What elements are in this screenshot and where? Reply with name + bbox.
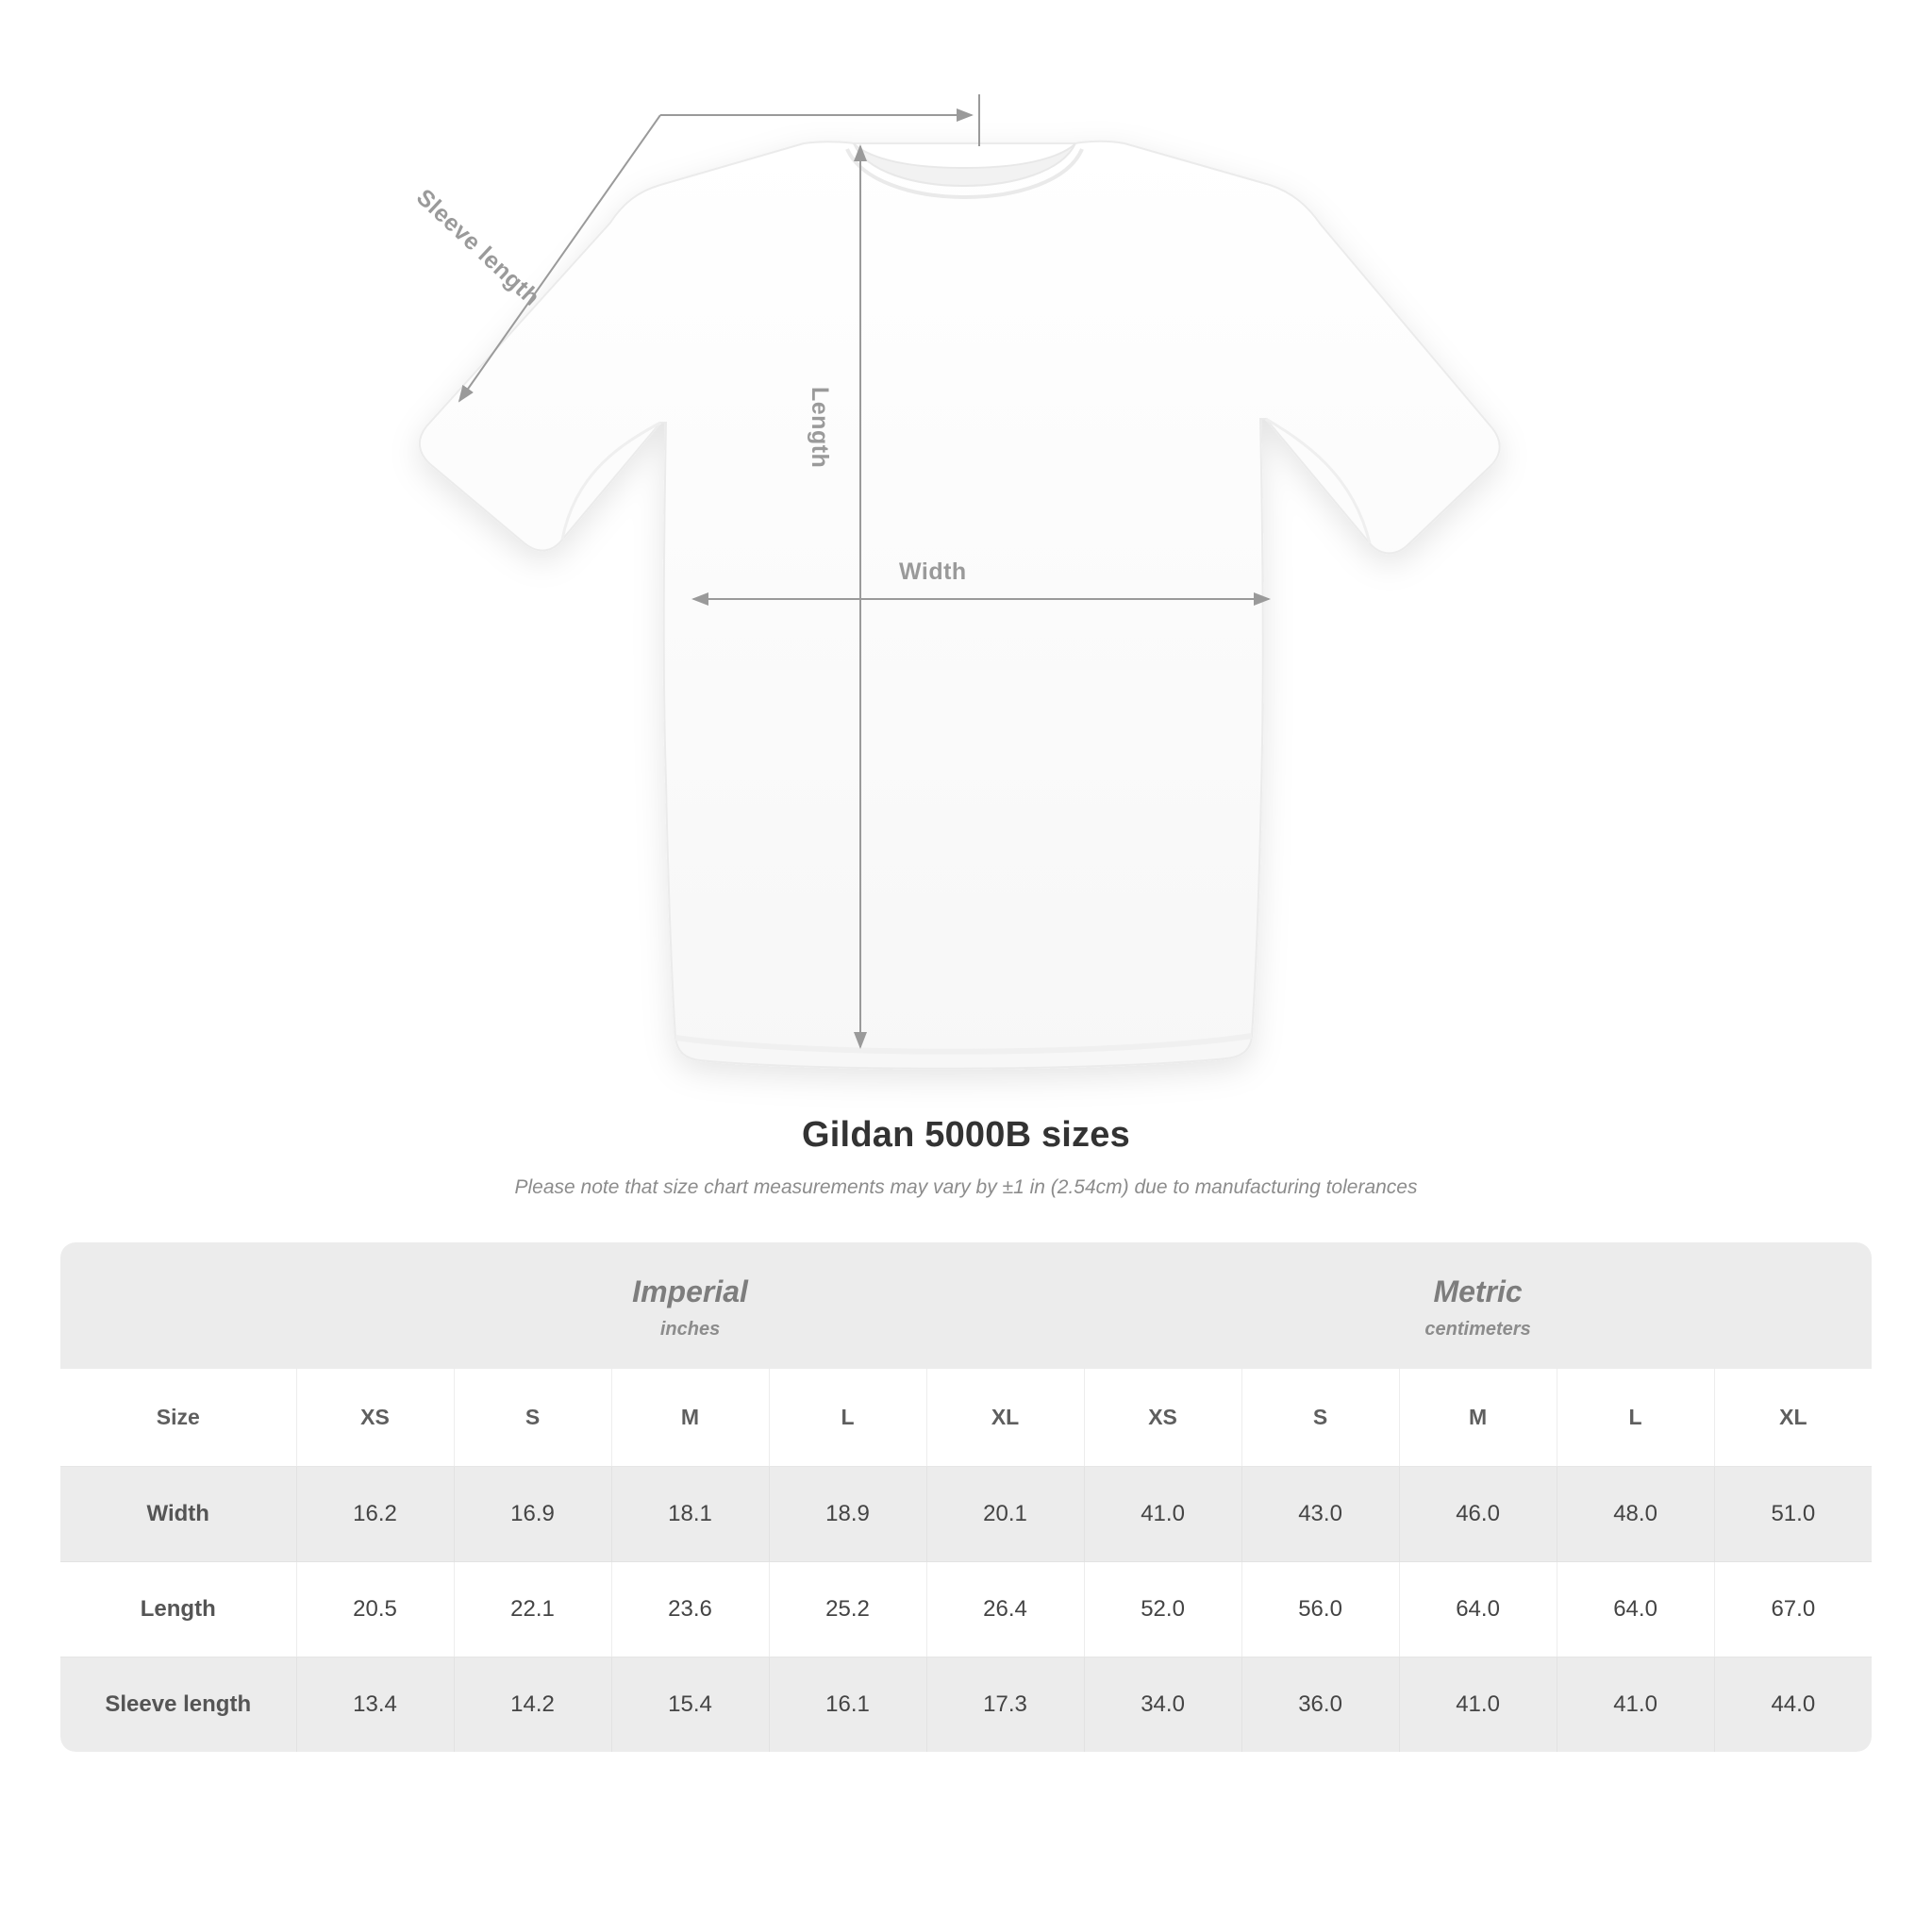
header-size-imperial-s: S (454, 1369, 611, 1467)
cell-sleeve-metric-xl: 44.0 (1714, 1657, 1872, 1753)
cell-length-metric-xs: 52.0 (1084, 1562, 1241, 1657)
size-table (60, 1242, 1872, 1752)
table-row (60, 1657, 1872, 1753)
header-size-metric-l: L (1557, 1369, 1714, 1467)
header-size-metric-xs: XS (1084, 1369, 1241, 1467)
cell-width-metric-s: 43.0 (1241, 1467, 1399, 1562)
width-dimension-label: Width (899, 558, 967, 585)
header-size-imperial-l: L (769, 1369, 926, 1467)
cell-width-metric-xs: 41.0 (1084, 1467, 1241, 1562)
cell-width-metric-xl: 51.0 (1714, 1467, 1872, 1562)
row-label-length: Length (60, 1562, 296, 1657)
table-row (60, 1467, 1872, 1562)
cell-length-metric-s: 56.0 (1241, 1562, 1399, 1657)
row-label-width: Width (60, 1467, 296, 1562)
tshirt-shape (420, 142, 1500, 1069)
cell-length-metric-xl: 67.0 (1714, 1562, 1872, 1657)
cell-sleeve-imperial-xl: 17.3 (926, 1657, 1084, 1753)
cell-width-imperial-s: 16.9 (454, 1467, 611, 1562)
cell-length-imperial-xl: 26.4 (926, 1562, 1084, 1657)
cell-sleeve-metric-l: 41.0 (1557, 1657, 1714, 1753)
cell-width-imperial-m: 18.1 (611, 1467, 769, 1562)
cell-length-metric-l: 64.0 (1557, 1562, 1714, 1657)
header-size-imperial-m: M (611, 1369, 769, 1467)
cell-sleeve-metric-m: 41.0 (1399, 1657, 1557, 1753)
unit-metric-sub: centimeters (1424, 1319, 1531, 1340)
cell-width-imperial-l: 18.9 (769, 1467, 926, 1562)
cell-length-imperial-xs: 20.5 (296, 1562, 454, 1657)
unit-header-metric (1084, 1242, 1872, 1369)
cell-sleeve-imperial-l: 16.1 (769, 1657, 926, 1753)
cell-length-metric-m: 64.0 (1399, 1562, 1557, 1657)
unit-metric-name: Metric (1433, 1274, 1523, 1308)
header-size-imperial-xl: XL (926, 1369, 1084, 1467)
cell-length-imperial-s: 22.1 (454, 1562, 611, 1657)
size-table-wrapper (60, 1242, 1872, 1752)
cell-width-imperial-xs: 16.2 (296, 1467, 454, 1562)
cell-length-imperial-l: 25.2 (769, 1562, 926, 1657)
unit-imperial-name: Imperial (632, 1274, 748, 1308)
header-size-metric-s: S (1241, 1369, 1399, 1467)
cell-sleeve-metric-xs: 34.0 (1084, 1657, 1241, 1753)
unit-header-spacer (60, 1242, 296, 1369)
length-dimension-label: Length (807, 387, 833, 469)
cell-width-imperial-xl: 20.1 (926, 1467, 1084, 1562)
header-size-metric-xl: XL (1714, 1369, 1872, 1467)
tolerance-note: Please note that size chart measurements may vary by ±1 in (2.54cm) due to manufacturing tolerances (514, 1176, 1418, 1198)
cell-sleeve-metric-s: 36.0 (1241, 1657, 1399, 1753)
cell-width-metric-m: 46.0 (1399, 1467, 1557, 1562)
page-title: Gildan 5000B sizes (802, 1115, 1130, 1155)
title-block (0, 1115, 1932, 1199)
row-label-sleeve-length: Sleeve length (60, 1657, 296, 1753)
unit-imperial-sub: inches (659, 1319, 721, 1340)
size-header-row (60, 1369, 1872, 1467)
unit-header-row (60, 1242, 1872, 1369)
header-size: Size (60, 1369, 296, 1467)
header-size-metric-m: M (1399, 1369, 1557, 1467)
cell-length-imperial-m: 23.6 (611, 1562, 769, 1657)
cell-width-metric-l: 48.0 (1557, 1467, 1714, 1562)
header-size-imperial-xs: XS (296, 1369, 454, 1467)
cell-sleeve-imperial-xs: 13.4 (296, 1657, 454, 1753)
sleeve-length-dimension-label: Sleeve length (410, 184, 545, 311)
unit-header-imperial (296, 1242, 1084, 1369)
cell-sleeve-imperial-m: 15.4 (611, 1657, 769, 1753)
cell-sleeve-imperial-s: 14.2 (454, 1657, 611, 1753)
table-row (60, 1562, 1872, 1657)
